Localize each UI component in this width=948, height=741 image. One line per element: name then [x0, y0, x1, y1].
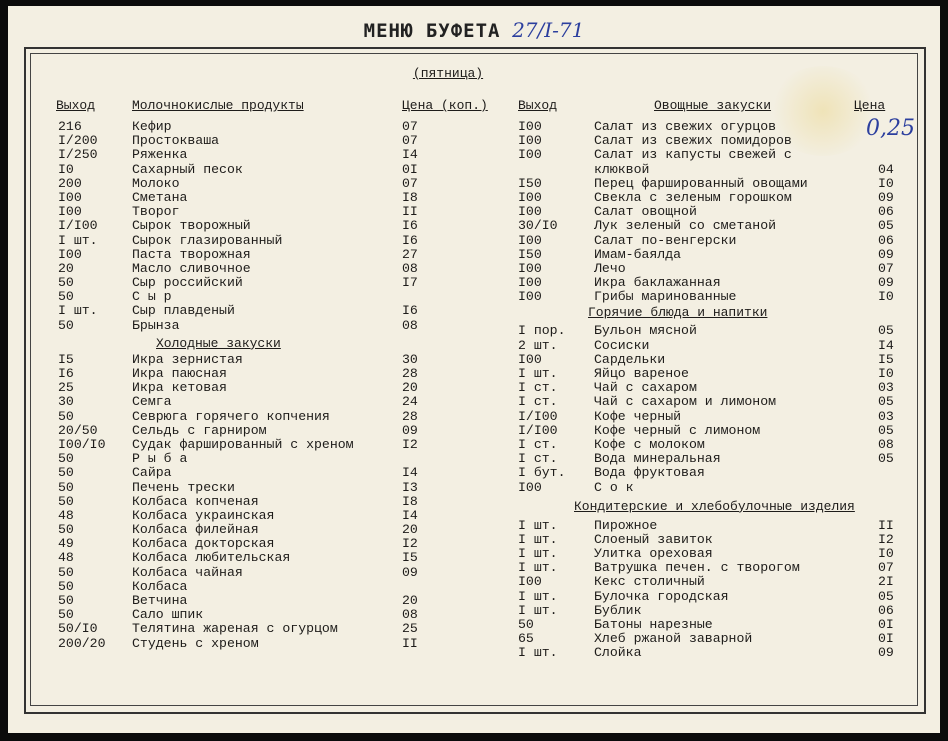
item-name: Сосиски — [594, 337, 650, 353]
menu-item — [30, 134, 476, 148]
item-qty: I00 — [518, 147, 542, 163]
menu-item — [494, 177, 914, 191]
item-qty: 50 — [58, 317, 74, 333]
menu-item — [494, 519, 914, 533]
menu-item — [494, 452, 914, 466]
item-qty: I шт. — [518, 602, 558, 618]
item-price: I4 — [402, 147, 418, 163]
menu-item — [30, 219, 476, 233]
menu-item — [30, 319, 476, 333]
item-name: Бублик — [594, 602, 642, 618]
item-price: I4 — [402, 465, 418, 481]
item-name: Телятина жареная с огурцом — [132, 621, 338, 637]
item-name: Сыр российский — [132, 275, 243, 291]
hot-list — [494, 324, 914, 494]
menu-item — [494, 646, 914, 660]
menu-item — [494, 395, 914, 409]
item-name: Лук зеленый со сметаной — [594, 218, 777, 234]
item-name: Кекс столичный — [594, 574, 705, 590]
item-name: Молоко — [132, 175, 180, 191]
item-name: Перец фаршированный овощами — [594, 175, 808, 191]
item-qty: I шт. — [518, 588, 558, 604]
item-name: Кофе с молоком — [594, 436, 705, 452]
item-name: Семга — [132, 394, 172, 410]
item-qty: I/200 — [58, 133, 98, 149]
menu-item — [494, 120, 914, 134]
item-price: 07 — [402, 119, 418, 134]
menu-item — [494, 604, 914, 618]
item-price: I3 — [402, 479, 418, 495]
menu-header — [8, 18, 940, 42]
item-price: 04 — [878, 161, 894, 177]
item-price: 05 — [878, 394, 894, 410]
item-price: II — [402, 635, 418, 651]
menu-item — [494, 234, 914, 248]
menu-item — [30, 304, 476, 318]
item-qty: 50 — [58, 578, 74, 594]
left-header — [30, 98, 488, 120]
menu-item — [30, 234, 476, 248]
confectionery-list — [494, 519, 914, 661]
item-price: I4 — [402, 507, 418, 523]
section-title-hot: Горячие блюда и напитки — [588, 305, 768, 321]
menu-item — [30, 353, 476, 367]
item-qty: I шт. — [518, 546, 558, 562]
item-price: 03 — [878, 380, 894, 396]
item-price: I6 — [402, 218, 418, 234]
item-name: Ряженка — [132, 147, 188, 163]
item-qty: I шт. — [58, 303, 98, 319]
item-name: Салат овощной — [594, 204, 697, 220]
item-name: Масло сливочное — [132, 260, 251, 276]
handwritten-price: 0,25 — [866, 116, 915, 141]
menu-item — [494, 466, 914, 480]
item-price: 20 — [402, 380, 418, 396]
right-header — [494, 98, 914, 120]
menu-item — [494, 262, 914, 276]
item-price: 27 — [402, 246, 418, 262]
menu-item — [494, 163, 914, 177]
item-price: 09 — [402, 564, 418, 580]
item-name: Салат из свежих помидоров — [594, 133, 792, 149]
item-qty: I/I00 — [518, 408, 558, 424]
item-name: Кофе черный — [594, 408, 682, 424]
item-qty: I00 — [58, 189, 82, 205]
item-price: I6 — [402, 303, 418, 319]
item-qty: I0 — [58, 161, 74, 177]
item-qty: 50 — [58, 607, 74, 623]
item-qty: 50 — [58, 522, 74, 538]
item-price: 0I — [878, 631, 894, 647]
item-name: Колбаса копченая — [132, 493, 259, 509]
menu-item — [30, 248, 476, 262]
item-name: Имам-баялда — [594, 246, 682, 262]
item-qty: I00 — [518, 289, 542, 305]
menu-item — [494, 618, 914, 632]
item-qty: I50 — [518, 246, 542, 262]
item-name: Сахарный песок — [132, 161, 243, 177]
item-price: 2I — [878, 574, 894, 590]
item-price: 06 — [878, 602, 894, 618]
menu-item — [30, 566, 476, 580]
item-qty: 50/I0 — [58, 621, 98, 637]
section-title-cold: Холодные закуски — [156, 335, 281, 351]
item-qty: 65 — [518, 631, 534, 647]
item-price: 05 — [878, 451, 894, 467]
item-qty: I00 — [518, 232, 542, 248]
item-price: I5 — [878, 351, 894, 367]
item-price: 05 — [878, 323, 894, 339]
item-name: Колбаса украинская — [132, 507, 275, 523]
menu-item — [30, 410, 476, 424]
menu-item — [30, 381, 476, 395]
item-name: Салат из капусты свежей с — [594, 147, 792, 163]
item-qty: I ст. — [518, 380, 558, 396]
menu-item — [30, 148, 476, 162]
menu-item — [30, 580, 476, 594]
menu-item — [30, 262, 476, 276]
item-name: Слоеный завиток — [594, 531, 713, 547]
item-price: I2 — [402, 436, 418, 452]
item-name: Р ы б а — [132, 451, 188, 467]
menu-item — [494, 547, 914, 561]
item-price: I8 — [402, 189, 418, 205]
menu-item — [494, 339, 914, 353]
item-name: Ветчина — [132, 593, 188, 608]
item-name: клюквой — [594, 161, 650, 177]
menu-item — [494, 381, 914, 395]
item-qty: 50 — [58, 275, 74, 291]
item-price: 0I — [402, 161, 418, 177]
item-price: I2 — [402, 536, 418, 552]
item-qty: 25 — [58, 380, 74, 396]
item-name: Хлеб ржаной заварной — [594, 631, 753, 647]
item-name: Студень с хреном — [132, 635, 259, 651]
item-name: С ы р — [132, 289, 172, 305]
item-qty: 50 — [58, 408, 74, 424]
item-price: 06 — [878, 232, 894, 248]
menu-item — [30, 290, 476, 304]
menu-item — [30, 367, 476, 381]
item-price: 24 — [402, 394, 418, 410]
item-qty: I бут. — [518, 465, 566, 481]
menu-item — [30, 551, 476, 565]
menu-item — [30, 537, 476, 551]
price-header: Цена (коп.) — [402, 98, 488, 113]
menu-item — [30, 495, 476, 509]
item-price: 09 — [878, 275, 894, 291]
item-qty: 50 — [58, 465, 74, 481]
item-name: Сайра — [132, 465, 172, 481]
menu-item — [494, 219, 914, 233]
menu-item — [494, 134, 914, 148]
item-qty: 48 — [58, 507, 74, 523]
item-name: Паста творожная — [132, 246, 251, 262]
menu-item — [30, 424, 476, 438]
item-name: Батоны нарезные — [594, 617, 713, 632]
item-qty: I00 — [518, 204, 542, 220]
item-price: 20 — [402, 522, 418, 538]
menu-item — [30, 452, 476, 466]
item-qty: I/250 — [58, 147, 98, 163]
item-price: I7 — [402, 275, 418, 291]
item-name: Лечо — [594, 260, 626, 276]
item-name: Брынза — [132, 317, 180, 333]
item-qty: I шт. — [518, 517, 558, 533]
item-qty: I шт. — [58, 232, 98, 248]
item-name: Колбаса докторская — [132, 536, 275, 552]
item-qty: I/I00 — [518, 422, 558, 438]
item-name: Яйцо вареное — [594, 366, 689, 381]
item-name: Колбаса любительская — [132, 550, 291, 566]
item-name: Сырок глазированный — [132, 232, 283, 248]
item-price: 28 — [402, 408, 418, 424]
item-price: 30 — [402, 351, 418, 367]
weekday-label: (пятница) — [412, 66, 484, 81]
item-qty: I00 — [518, 260, 542, 276]
menu-item — [494, 191, 914, 205]
menu-item — [30, 509, 476, 523]
item-price: I8 — [402, 493, 418, 509]
item-price: 08 — [402, 317, 418, 333]
item-price: II — [402, 204, 418, 220]
menu-item — [494, 533, 914, 547]
item-name: Салат по-венгерски — [594, 232, 737, 248]
dairy-list — [30, 120, 476, 333]
item-price: I0 — [878, 175, 894, 191]
item-name: Севрюга горячего копчения — [132, 408, 330, 424]
menu-item — [30, 177, 476, 191]
item-price: I0 — [878, 546, 894, 562]
item-name: С о к — [594, 479, 634, 495]
item-price: 09 — [878, 645, 894, 661]
menu-item — [494, 353, 914, 367]
item-qty: I00 — [518, 275, 542, 291]
item-qty: I5 — [58, 351, 74, 367]
item-qty: I00 — [518, 351, 542, 367]
menu-sheet — [8, 6, 940, 733]
item-qty: I00 — [58, 204, 82, 220]
item-name: Свекла с зеленым горошком — [594, 189, 792, 205]
item-name: Ватрушка печен. с творогом — [594, 560, 800, 576]
menu-item — [30, 608, 476, 622]
item-name: Сало шпик — [132, 607, 204, 623]
menu-item — [494, 590, 914, 604]
item-qty: I00 — [518, 479, 542, 495]
item-price: 03 — [878, 408, 894, 424]
item-qty: 50 — [518, 617, 534, 632]
item-qty: 20/50 — [58, 422, 98, 438]
item-price: 07 — [402, 133, 418, 149]
item-name: Вода минеральная — [594, 451, 721, 467]
menu-item — [30, 466, 476, 480]
item-name: Печень трески — [132, 479, 235, 495]
item-name: Судак фаршированный с хреном — [132, 436, 354, 452]
item-name: Икра кетовая — [132, 380, 227, 396]
qty-header: Выход — [518, 98, 558, 113]
menu-item — [30, 523, 476, 537]
item-qty: I шт. — [518, 531, 558, 547]
item-qty: 49 — [58, 536, 74, 552]
item-qty: 50 — [58, 451, 74, 467]
handwritten-date: 27/I-71 — [512, 18, 585, 42]
item-qty: I ст. — [518, 436, 558, 452]
menu-item — [494, 367, 914, 381]
menu-title: МЕНЮ БУФЕТА — [363, 20, 501, 42]
item-name: Творог — [132, 204, 180, 220]
menu-item — [30, 395, 476, 409]
item-qty: I50 — [518, 175, 542, 191]
item-name: Сырок творожный — [132, 218, 251, 234]
item-price: 28 — [402, 366, 418, 381]
menu-item — [494, 481, 914, 495]
menu-item — [494, 632, 914, 646]
qty-header: Выход — [56, 98, 96, 113]
item-price: 25 — [402, 621, 418, 637]
item-name: Улитка ореховая — [594, 546, 713, 562]
item-qty: I00 — [518, 133, 542, 149]
item-qty: 50 — [58, 564, 74, 580]
item-qty: 2 шт. — [518, 337, 558, 353]
item-price: 07 — [402, 175, 418, 191]
item-price: 05 — [878, 218, 894, 234]
item-name: Сметана — [132, 189, 188, 205]
item-qty: I ст. — [518, 394, 558, 410]
item-qty: 50 — [58, 479, 74, 495]
item-price: 0I — [878, 617, 894, 632]
price-header: Цена — [854, 98, 886, 113]
item-price: I2 — [878, 531, 894, 547]
menu-item — [30, 120, 476, 134]
item-name: Колбаса — [132, 578, 188, 594]
item-qty: 200 — [58, 175, 82, 191]
item-qty: I6 — [58, 366, 74, 381]
item-name: Бульон мясной — [594, 323, 697, 339]
menu-item — [494, 276, 914, 290]
item-price: 09 — [878, 189, 894, 205]
menu-item — [30, 637, 476, 651]
menu-item — [30, 163, 476, 177]
item-price: 20 — [402, 593, 418, 608]
item-qty: I00/I0 — [58, 436, 106, 452]
item-price: I4 — [878, 337, 894, 353]
item-price: 07 — [878, 560, 894, 576]
item-name: Икра паюсная — [132, 366, 227, 381]
item-name: Сардельки — [594, 351, 666, 367]
section-title-dairy: Молочнокислые продукты — [132, 98, 304, 113]
item-qty: I00 — [518, 119, 542, 134]
item-name: Колбаса чайная — [132, 564, 243, 580]
item-qty: I шт. — [518, 645, 558, 661]
menu-item — [30, 622, 476, 636]
item-price: 09 — [402, 422, 418, 438]
menu-item — [494, 575, 914, 589]
item-price: II — [878, 517, 894, 533]
item-price: 07 — [878, 260, 894, 276]
item-name: Слойка — [594, 645, 642, 661]
menu-item — [494, 324, 914, 338]
item-price: 06 — [878, 204, 894, 220]
item-price: I6 — [402, 232, 418, 248]
menu-item — [30, 191, 476, 205]
item-qty: 50 — [58, 289, 74, 305]
item-qty: 20 — [58, 260, 74, 276]
item-name: Сельдь с гарниром — [132, 422, 267, 438]
item-name: Чай с сахаром — [594, 380, 697, 396]
item-name: Икра баклажанная — [594, 275, 721, 291]
item-name: Пирожное — [594, 517, 658, 533]
item-qty: 48 — [58, 550, 74, 566]
menu-item — [30, 205, 476, 219]
item-name: Кофе черный с лимоном — [594, 422, 761, 438]
menu-item — [494, 424, 914, 438]
item-qty: 30 — [58, 394, 74, 410]
item-qty: I шт. — [518, 366, 558, 381]
cold-list — [30, 353, 476, 651]
menu-item — [494, 561, 914, 575]
menu-item — [494, 205, 914, 219]
menu-item — [30, 276, 476, 290]
item-name: Икра зернистая — [132, 351, 243, 367]
menu-item — [30, 438, 476, 452]
section-title-veg: Овощные закуски — [654, 98, 772, 113]
item-name: Вода фруктовая — [594, 465, 705, 481]
menu-item — [30, 481, 476, 495]
item-name: Салат из свежих огурцов — [594, 119, 777, 134]
item-qty: 30/I0 — [518, 218, 558, 234]
item-qty: I пор. — [518, 323, 566, 339]
item-price: 08 — [402, 607, 418, 623]
menu-item — [30, 594, 476, 608]
item-qty: I шт. — [518, 560, 558, 576]
menu-item — [494, 248, 914, 262]
item-qty: 50 — [58, 493, 74, 509]
item-name: Грибы маринованные — [594, 289, 737, 305]
item-qty: 200/20 — [58, 635, 106, 651]
item-name: Сыр плавденый — [132, 303, 235, 319]
menu-item — [494, 438, 914, 452]
item-name: Кефир — [132, 119, 172, 134]
item-price: 05 — [878, 588, 894, 604]
veg-list — [494, 120, 914, 304]
item-qty: I00 — [58, 246, 82, 262]
item-qty: 216 — [58, 119, 82, 134]
menu-item — [494, 148, 914, 162]
item-name: Булочка городская — [594, 588, 729, 604]
item-name: Колбаса филейная — [132, 522, 259, 538]
item-name: Простокваша — [132, 133, 220, 149]
item-price: 05 — [878, 422, 894, 438]
item-qty: I00 — [518, 189, 542, 205]
menu-item — [494, 410, 914, 424]
item-qty: 50 — [58, 593, 74, 608]
item-price: 08 — [402, 260, 418, 276]
item-qty: I00 — [518, 574, 542, 590]
item-price: I0 — [878, 366, 894, 381]
right-column — [494, 98, 914, 661]
item-price: 09 — [878, 246, 894, 262]
item-name: Чай с сахаром и лимоном — [594, 394, 777, 410]
item-price: I0 — [878, 289, 894, 305]
item-price: 08 — [878, 436, 894, 452]
left-column — [30, 98, 488, 651]
item-qty: I ст. — [518, 451, 558, 467]
section-title-confectionery: Кондитерские и хлебобулочные изделия — [574, 498, 855, 514]
item-qty: I/I00 — [58, 218, 98, 234]
menu-item — [494, 290, 914, 304]
item-price: I5 — [402, 550, 418, 566]
